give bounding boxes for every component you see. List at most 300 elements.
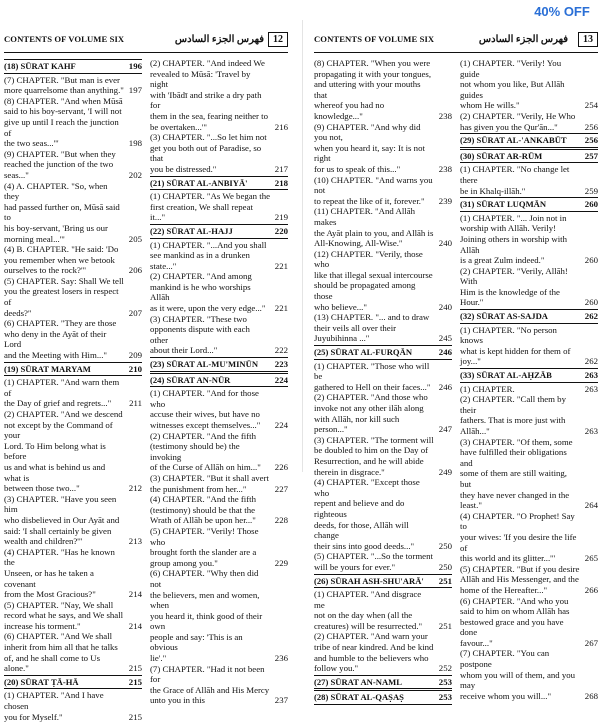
toc-entry-line (4, 547, 142, 568)
toc-surah-heading (4, 362, 142, 377)
toc-entry-line (314, 196, 452, 207)
toc-entry-text: Joining others in worship with Allāh (460, 233, 568, 255)
toc-page-number: 257 (584, 150, 598, 161)
toc-entry-line (314, 435, 452, 446)
toc-entry-text: (2) CHAPTER. "And those who (314, 392, 428, 403)
toc-entry-line (460, 223, 598, 234)
toc-entry-text: invoke not any other ilāh along (314, 403, 424, 413)
toc-entry-line (314, 361, 452, 382)
toc-entry-text: not whom you like, But Allāh guides (460, 79, 565, 100)
toc-entry-text: revealed to Mūsā: 'Travel by night (150, 68, 251, 90)
toc-entry-text: (5) CHAPTER. "...So the torment (314, 551, 433, 562)
toc-entry-line (314, 498, 452, 519)
toc-entry-text: wealth and children?'" (4, 536, 83, 547)
toc-entry-line (4, 170, 142, 181)
toc-entry-text: inherit from him all that he talks (4, 642, 118, 653)
toc-page-number: 224 (274, 420, 288, 430)
toc-entry-text: (6) CHAPTER. "And who you (460, 595, 569, 606)
toc-entry-text: (1) CHAPTER. "...And you shall (150, 239, 267, 250)
toc-entry-text: from the Most Gracious?" (4, 589, 96, 600)
toc-entry-line (150, 505, 288, 516)
toc-entry-text: fathers. That is more just with (460, 415, 566, 426)
toc-entry-line (150, 250, 288, 261)
toc-entry-text: (7) CHAPTER. "Had it not been for (150, 663, 265, 685)
toc-entry-text: who deny in the Ayāt of their Lord (4, 328, 107, 350)
toc-entry-line (460, 468, 598, 489)
toc-page-number: 220 (274, 225, 288, 236)
toc-page-number: 198 (128, 138, 142, 149)
toc-page-number: 227 (274, 483, 288, 494)
toc-entry-line (460, 122, 598, 133)
toc-entry-text: (3) CHAPTER. "Have you seen him (4, 493, 117, 515)
toc-entry-line (460, 234, 598, 255)
toc-page-number: 213 (128, 536, 142, 547)
toc-page-number: 251 (438, 575, 452, 586)
toc-entry-line (4, 536, 142, 547)
toc-entry-line (314, 58, 452, 69)
toc-entry-text: your wives: 'If you desire the life of (460, 531, 577, 553)
toc-entry-text: follow you." (314, 663, 359, 674)
toc-entry-line (4, 96, 142, 107)
toc-entry-text: the two seas...'" (4, 138, 59, 149)
toc-entry-line (4, 223, 142, 234)
toc-entry-line (314, 456, 452, 467)
toc-page-number: 222 (274, 345, 288, 356)
toc-entry-text: and uttering with your mouths that (314, 79, 421, 100)
toc-entry-line (4, 610, 142, 621)
toc-entry-text: (26) SŪRAH ASH-SHU'ARĀ' (314, 575, 424, 586)
toc-entry-text: (3) CHAPTER. "The torment will (314, 434, 434, 445)
toc-entry-line (314, 541, 452, 552)
toc-entry-line (314, 653, 452, 664)
toc-entry-line (460, 670, 598, 691)
toc-entry-line (150, 515, 288, 526)
toc-entry-text: be doubled to him on the Day of (314, 445, 429, 456)
toc-entry-text: therein in disgrace." (314, 466, 385, 477)
toc-entry-text: the punishment from her..." (150, 483, 247, 494)
toc-page-number: 251 (438, 620, 452, 631)
toc-entry-text: (10) CHAPTER. "And warns you not (314, 174, 433, 196)
toc-page-number: 256 (584, 121, 598, 132)
toc-entry-text: has given you the Qur'ān..." (460, 121, 558, 132)
toc-page-number: 260 (584, 199, 598, 210)
toc-entry-text: home of the Hereafter..." (460, 584, 548, 595)
toc-entry-text: (1) CHAPTER. "Those who will be (314, 360, 430, 382)
toc-entry-line (150, 473, 288, 484)
toc-entry-text: (6) CHAPTER. "They are those (4, 318, 117, 329)
toc-page-number: 196 (128, 61, 142, 71)
toc-entry-line (460, 186, 598, 197)
toc-entry-text: (4) CHAPTER. "Has he known the (4, 546, 115, 568)
toc-entry-line (4, 75, 142, 86)
toc-entry-text: (22) SŪRAT AL-HAJJ (150, 225, 233, 236)
toc-entry-text: people and say: 'This is an obvious (150, 631, 243, 653)
toc-entry-line (314, 445, 452, 456)
toc-entry-text: (1) CHAPTER. "As We began the (150, 191, 270, 202)
toc-entry-text: morning meal...'" (4, 233, 65, 244)
toc-entry-text: (9) CHAPTER. "But when they (4, 148, 116, 159)
toc-page-number: 263 (584, 426, 598, 436)
toc-entry-text: Lord. To Him belong what is before (4, 440, 106, 462)
toc-entry-line (4, 117, 142, 138)
toc-entry-text: said to him on whom Allāh has (460, 606, 570, 617)
toc-entry-line (314, 100, 452, 121)
toc-entry-text: be in Khalq-illāh." (460, 185, 526, 196)
toc-entry-line (460, 266, 598, 287)
toc-entry-line (314, 562, 452, 573)
toc-entry-line (460, 111, 598, 122)
toc-entry-line (460, 346, 598, 357)
toc-entry-line (150, 547, 288, 558)
toc-entry-line (460, 691, 598, 702)
toc-page-number: 221 (274, 260, 288, 271)
toc-entry-line (460, 394, 598, 415)
toc-entry-text: favour..." (460, 637, 493, 648)
toc-entry-text: (31) SŪRAT LUQMĀN (460, 199, 547, 210)
toc-page-number: 253 (438, 676, 452, 687)
toc-page-number: 221 (274, 303, 288, 314)
toc-entry-line (150, 526, 288, 547)
toc-page-number: 254 (584, 100, 598, 111)
toc-entry-line (150, 388, 288, 409)
toc-page-number: 205 (128, 233, 142, 244)
toc-entry-text: as it were, upon the very edge..." (150, 303, 266, 314)
toc-entry-line (314, 323, 452, 334)
toc-page-number: 245 (438, 333, 452, 344)
toc-entry-text: (29) SŪRAT AL-'ANKABŪT (460, 135, 567, 146)
toc-entry-line (460, 648, 598, 669)
toc-entry-text: (2) CHAPTER. "Verily, Allāh! With (460, 265, 568, 287)
toc-entry-text: be overtaken...'" (150, 121, 207, 132)
toc-entry-text: whom you will of them, and you may (460, 669, 576, 691)
toc-entry-text: (7) CHAPTER. "You can postpone (460, 648, 550, 670)
toc-page-number: 268 (584, 690, 598, 701)
toc-entry-line (460, 384, 598, 395)
toc-surah-heading (460, 309, 598, 324)
toc-entry-text: (3) CHAPTER. "These two (150, 313, 247, 324)
toc-entry-line (150, 431, 288, 442)
left-page (4, 28, 288, 722)
toc-entry-text: the Day of grief and regrets..." (4, 398, 112, 409)
toc-entry-text: brought forth the slander are a (150, 547, 257, 558)
toc-entry-line (4, 318, 142, 329)
toc-entry-text: some of them are still waiting, but (460, 468, 568, 489)
toc-entry-text: (testimony should be) the invoking (150, 441, 240, 462)
toc-entry-text: their veils all over their (314, 322, 397, 333)
toc-entry-line (150, 191, 288, 202)
toc-entry-text: Resurrection, and he will abide (314, 455, 424, 466)
toc-page-number: 218 (274, 177, 288, 188)
toc-entry-text: first creation, We shall repeat it..." (150, 201, 253, 223)
toc-entry-text: (testimony) should be that the (150, 504, 256, 515)
toc-entry-line (150, 111, 288, 122)
toc-entry-line (460, 79, 598, 100)
right-header-arabic: فهرس الجزء السادس (478, 33, 568, 45)
toc-entry-line (460, 356, 598, 367)
toc-entry-text: (3) CHAPTER. "Of them, some (460, 436, 573, 447)
toc-entry-text: All-Knowing, All-Wise." (314, 238, 403, 249)
toc-page-number: 238 (438, 110, 452, 121)
toc-entry-text: (33) SŪRAT AL-AḤZĀB (460, 370, 552, 381)
toc-entry-text: who believe..." (314, 301, 367, 312)
toc-entry-text: about their Lord..." (150, 345, 218, 356)
toc-entry-text: the Ayāt plain to you, and Allāh is (314, 227, 434, 238)
toc-entry-line (150, 558, 288, 569)
toc-entry-line (4, 138, 142, 149)
toc-entry-text: (7) CHAPTER. "But man is ever (4, 74, 120, 85)
toc-page-number: 216 (274, 121, 288, 132)
toc-entry-line (314, 228, 452, 239)
toc-entry-line (314, 631, 452, 642)
toc-page-number: 262 (584, 311, 598, 322)
right-header-title: CONTENTS OF VOLUME SIX (314, 34, 435, 44)
toc-entry-text: what is kept hidden for them of (460, 345, 571, 356)
toc-entry-line (460, 297, 598, 308)
right-col-1 (314, 58, 452, 703)
toc-entry-text: (1) CHAPTER. "And for those who (150, 388, 259, 409)
toc-entry-line (314, 164, 452, 175)
toc-entry-line (314, 206, 452, 227)
toc-page-number: 217 (274, 163, 288, 174)
toc-entry-line (314, 302, 452, 313)
toc-entry-text: their sins into good deeds..." (314, 540, 415, 551)
toc-entry-text: said: 'I shall certainly be given (4, 525, 112, 536)
toc-entry-line (460, 500, 598, 511)
toc-entry-text: they have never changed in the (460, 489, 570, 500)
toc-page-number: 226 (274, 462, 288, 473)
toc-entry-text: this world and its glitter...'" (460, 553, 556, 564)
toc-entry-text: Unseen, or has he taken a covenant (4, 567, 94, 589)
toc-entry-line (150, 132, 288, 143)
toc-entry-text: the believers, men and women, when (150, 589, 260, 611)
toc-entry-text: had passed further on, Mūsā said to (4, 201, 120, 223)
toc-entry-text: get you both out of Paradise, so that (150, 142, 262, 164)
toc-entry-line (150, 282, 288, 303)
toc-surah-heading (314, 345, 452, 360)
toc-entry-text: (25) SŪRAT AL-FURQĀN (314, 347, 413, 358)
toc-entry-line (150, 494, 288, 505)
toc-entry-line (314, 79, 452, 100)
toc-entry-text: them in the sea, fearing neither to (150, 110, 268, 121)
toc-entry-line (460, 564, 598, 575)
toc-entry-text: accuse their wives, but have no (150, 409, 260, 420)
toc-page-number: 240 (438, 301, 452, 312)
left-header-rule (4, 52, 288, 53)
toc-entry-line (460, 58, 598, 79)
toc-page-number: 209 (128, 350, 142, 361)
toc-entry-text: (4) CHAPTER. "Except those who (314, 477, 420, 498)
toc-entry-line (4, 265, 142, 276)
toc-page-number: 264 (584, 500, 598, 511)
toc-page-number: 215 (128, 676, 142, 687)
toc-entry-line (4, 621, 142, 632)
toc-entry-text: (4) A. CHAPTER. "So, when they (4, 180, 108, 202)
toc-entry-text: worship with Allāh. Verily! (460, 223, 557, 234)
toc-entry-line (314, 403, 452, 414)
toc-entry-text: (9) CHAPTER. "And why did you not, (314, 121, 421, 143)
toc-entry-line (4, 589, 142, 600)
toc-surah-heading (4, 59, 142, 74)
toc-entry-text: (19) SŪRAT MARYAM (4, 363, 91, 374)
toc-entry-text: (11) CHAPTER. "And Allāh makes (314, 206, 416, 227)
toc-entry-line (4, 350, 142, 361)
toc-entry-line (4, 106, 142, 117)
toc-page-number: 215 (128, 663, 142, 674)
toc-entry-line (314, 143, 452, 164)
toc-entry-line (150, 695, 288, 706)
toc-entry-line (4, 631, 142, 642)
toc-entry-text: ourselves to the rock?'" (4, 265, 87, 276)
toc-surah-heading (314, 690, 452, 705)
toc-page-number: 260 (584, 255, 598, 266)
toc-entry-text: said to his boy-servant, 'I will not (4, 106, 122, 117)
toc-entry-text: his boy-servant, 'Bring us our (4, 222, 108, 233)
toc-entry-text: Hour." (460, 297, 484, 308)
toc-entry-line (4, 244, 142, 255)
toc-entry-text: group among you." (150, 557, 218, 568)
toc-entry-text: (13) CHAPTER. "... and to draw (314, 312, 430, 323)
toc-entry-text: more quarrelsome than anything." (4, 85, 124, 96)
toc-entry-line (460, 213, 598, 224)
left-header-title: CONTENTS OF VOLUME SIX (4, 34, 125, 44)
toc-entry-text: of, and he shall come to Us alone." (4, 652, 101, 674)
toc-entry-line (314, 69, 452, 80)
toc-entry-text: (27) SŪRAT AN-NAML (314, 676, 403, 687)
toc-entry-text: (1) CHAPTER. "... Join not in (460, 212, 567, 223)
toc-entry-line (4, 600, 142, 611)
right-page-number: 13 (578, 32, 598, 47)
toc-entry-text: witnesses except themselves..." (150, 420, 261, 430)
toc-page-number: 263 (584, 383, 598, 394)
toc-entry-text: (30) SŪRAT AR-RŪM (460, 150, 543, 161)
page-gutter (302, 20, 303, 472)
toc-entry-line (4, 276, 142, 287)
toc-page-number: 262 (584, 356, 598, 367)
toc-entry-text: (2) CHAPTER. "And we descend (4, 409, 123, 419)
toc-entry-text: to repeat the like of it, forever." (314, 195, 425, 206)
toc-entry-text: with Allāh, nor kill such person..." (314, 413, 400, 435)
toc-entry-text: (3) CHAPTER. "But it shall avert (150, 472, 269, 483)
toc-entry-line (4, 483, 142, 494)
toc-entry-line (460, 638, 598, 649)
toc-entry-line (460, 606, 598, 617)
toc-entry-text: unto you in this (150, 695, 205, 706)
toc-entry-text: (32) SŪRAT AS-SAJDA (460, 311, 549, 322)
toc-entry-line (460, 617, 598, 638)
toc-entry-line (460, 415, 598, 426)
toc-page-number: 210 (128, 363, 142, 374)
toc-entry-text: creatures) will be resurrected." (314, 620, 423, 631)
toc-entry-text: you be distressed." (150, 163, 217, 174)
right-page-header (314, 28, 598, 50)
toc-entry-text: is a great Zulm indeed." (460, 255, 545, 266)
toc-entry-line (460, 426, 598, 437)
toc-entry-line (4, 159, 142, 170)
toc-entry-text: record what he says, and We shall (4, 610, 124, 621)
toc-entry-line (460, 100, 598, 111)
toc-entry-text: Him is the knowledge of the (460, 286, 560, 297)
toc-entry-text: joy..." (460, 356, 481, 367)
toc-entry-text: least." (460, 500, 482, 511)
toc-surah-heading (150, 373, 288, 388)
toc-entry-line (460, 255, 598, 266)
toc-entry-line (150, 303, 288, 314)
toc-entry-line (150, 462, 288, 473)
toc-entry-line (460, 490, 598, 501)
toc-entry-line (4, 377, 142, 398)
toc-entry-text: repent and believe and do righteous (314, 498, 405, 519)
toc-entry-line (150, 484, 288, 495)
toc-entry-line (4, 690, 142, 711)
toc-entry-text: (2) CHAPTER. "Verily, He Who (460, 110, 576, 121)
toc-entry-line (4, 202, 142, 223)
toc-entry-text: mankind is he who worships Allāh (150, 281, 251, 303)
left-header-arabic: فهرس الجزء السادس (174, 33, 264, 45)
toc-surah-heading (460, 368, 598, 383)
toc-entry-line (314, 249, 452, 270)
toc-entry-line (150, 664, 288, 685)
toc-entry-line (150, 653, 288, 664)
toc-entry-line (150, 590, 288, 611)
right-col-2 (460, 58, 598, 701)
toc-entry-text: (1) CHAPTER. "And warn them of (4, 377, 120, 398)
toc-entry-text: Juyubihinna ..." (314, 333, 370, 344)
toc-page-number: 206 (128, 265, 142, 276)
toc-entry-line (4, 398, 142, 409)
toc-entry-line (150, 568, 288, 589)
toc-page-number: 238 (438, 163, 452, 174)
toc-entry-text: lie'." (150, 653, 167, 664)
toc-entry-text: you for Myself." (4, 711, 63, 722)
toc-page-number: 223 (274, 359, 288, 370)
right-page (314, 28, 598, 703)
toc-entry-line (314, 238, 452, 249)
toc-entry-text: you remember when we betook (4, 254, 115, 265)
right-columns (314, 58, 598, 703)
toc-entry-line (314, 589, 452, 610)
toc-entry-line (4, 642, 142, 653)
toc-entry-line (460, 447, 598, 468)
toc-entry-line (4, 462, 142, 483)
toc-page-number: 224 (274, 374, 288, 385)
toc-entry-text: (4) CHAPTER. "And the fifth (150, 494, 256, 505)
toc-entry-line (150, 345, 288, 356)
toc-entry-line (4, 85, 142, 96)
toc-entry-line (4, 515, 142, 526)
toc-entry-line (150, 90, 288, 111)
toc-entry-line (314, 392, 452, 403)
toc-entry-line (314, 122, 452, 143)
toc-entry-line (150, 611, 288, 632)
toc-entry-text: (5) CHAPTER. Say: Shall We tell (4, 275, 124, 286)
toc-entry-line (314, 382, 452, 393)
toc-entry-line (460, 574, 598, 585)
toc-entry-line (150, 58, 288, 69)
toc-entry-line (150, 632, 288, 653)
toc-entry-line (150, 420, 288, 431)
toc-page-number: 215 (128, 711, 142, 722)
toc-entry-text: bestowed grace and you have done (460, 616, 564, 638)
toc-entry-text: (8) CHAPTER. "And when Mūsā (4, 95, 123, 106)
toc-entry-text: reached the junction of the two (4, 159, 114, 170)
discount-badge[interactable]: 40% OFF (524, 0, 600, 22)
toc-page-number: 197 (128, 85, 142, 96)
toc-entry-text: Allāh and His Messenger, and the (460, 574, 579, 585)
toc-entry-text: should be propagated among those (314, 280, 416, 302)
toc-page-number: 253 (438, 692, 452, 703)
toc-page-number: 207 (128, 307, 142, 318)
toc-page-number: 246 (438, 347, 452, 358)
